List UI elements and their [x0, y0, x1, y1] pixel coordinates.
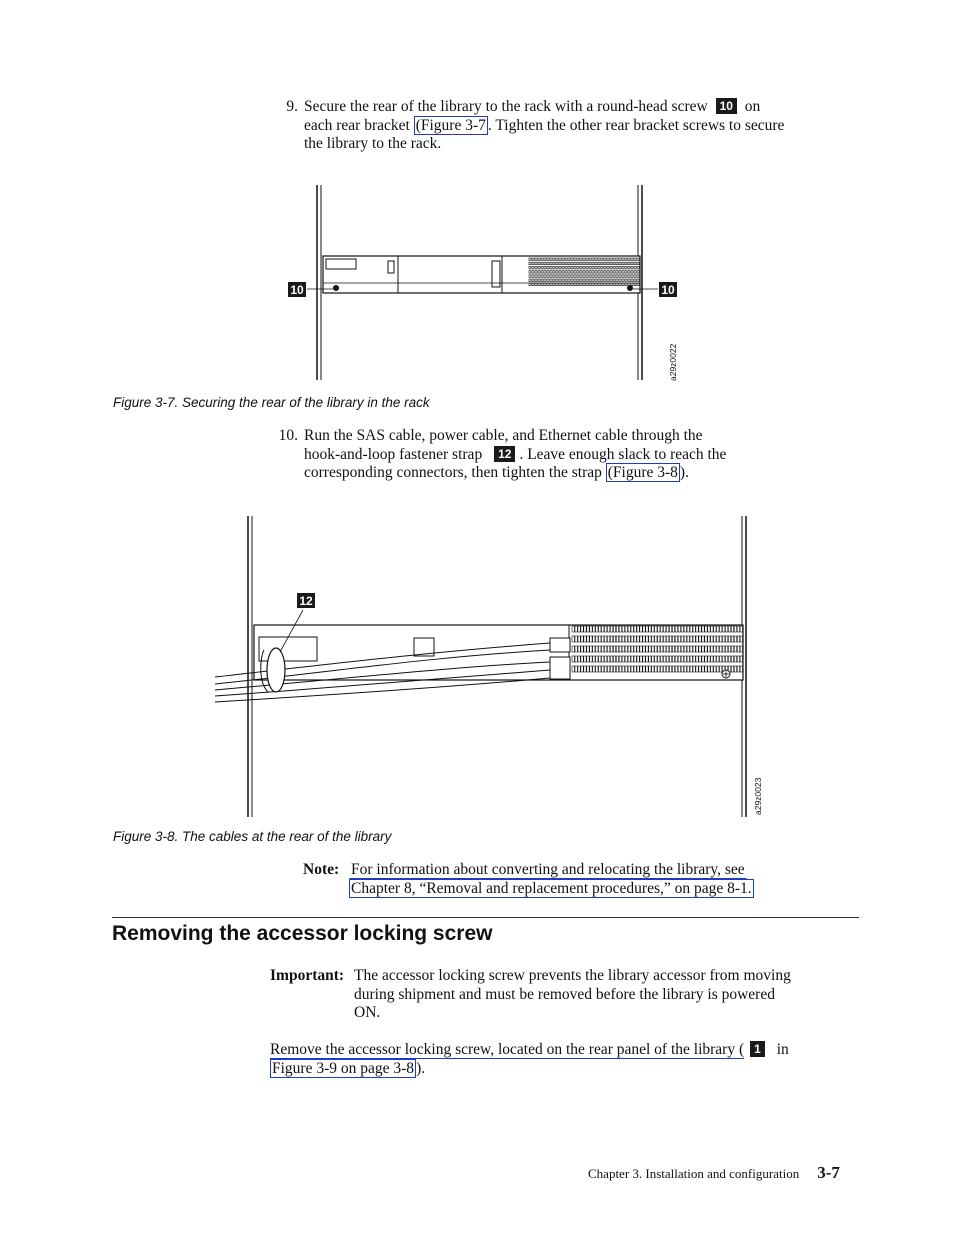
library-rear-panel	[323, 256, 640, 293]
footer-chapter: Chapter 3. Installation and configuration	[588, 1166, 800, 1181]
body-text: Remove the accessor locking screw, located on the rear panel of the library (	[270, 1041, 745, 1058]
screw-left	[333, 285, 339, 291]
figure-link[interactable]: (Figure 3-7	[415, 116, 486, 134]
step-line	[304, 446, 849, 465]
figure-3-7	[280, 185, 690, 385]
step-text: each rear bracket	[304, 116, 410, 134]
page-number: 3-7	[817, 1163, 840, 1182]
chapter-link[interactable]: For information about converting and relocating the library, see	[351, 861, 745, 878]
step-text: Secure the rear of the library to the rack with a round-head screw	[304, 98, 708, 115]
figure-caption: Figure 3-7. Securing the rear of the library in the rack	[113, 395, 430, 410]
important-label: Important:	[270, 967, 345, 984]
step-text: . Tighten the other rear bracket screws to secure	[487, 116, 785, 134]
step-text: ).	[679, 464, 689, 481]
callout-right: 10	[661, 283, 675, 297]
step-line	[304, 98, 849, 117]
important-line: ON.	[354, 1004, 381, 1021]
figure-link[interactable]: Figure 3-9 on page 3-8	[272, 1059, 415, 1077]
fastener-strap	[267, 648, 285, 692]
figure-id-code: a29z0022	[668, 343, 678, 381]
figure-caption: Figure 3-8. The cables at the rear of the library	[113, 829, 392, 844]
section-title: Removing the accessor locking screw	[112, 922, 493, 945]
callout-badge: 10	[716, 98, 737, 114]
step-text: hook-and-loop fastener strap	[304, 445, 483, 463]
step-number: 9.	[286, 98, 298, 115]
important-note	[270, 967, 860, 1021]
body-paragraph	[270, 1041, 860, 1078]
callout-badge: 1	[750, 1041, 765, 1057]
step-10	[272, 427, 862, 487]
step-text: . Leave enough slack to reach the	[519, 445, 727, 463]
step-text: on	[744, 98, 761, 115]
step-line: Run the SAS cable, power cable, and Ethernet cable through the	[304, 427, 703, 444]
figure-id-code: a29z0023	[753, 777, 763, 815]
important-line: during shipment and must be removed before the library is powered	[354, 985, 775, 1003]
step-number: 10.	[278, 427, 298, 444]
step-line	[304, 464, 849, 483]
step-9	[272, 98, 862, 158]
callout-strap: 12	[299, 594, 313, 608]
step-text: corresponding connectors, then tighten the strap	[304, 464, 602, 481]
callout-left: 10	[290, 283, 304, 297]
callout-badge: 12	[494, 446, 515, 462]
note-label: Note:	[303, 861, 340, 878]
footer	[588, 1163, 860, 1183]
body-text: in	[776, 1041, 789, 1058]
figure-3-8	[210, 512, 770, 822]
step-line	[304, 117, 849, 136]
section-divider	[112, 917, 859, 918]
body-text: ).	[416, 1059, 426, 1077]
chapter-link[interactable]: Chapter 8, “Removal and replacement procedures,” on page 8-1.	[351, 879, 752, 897]
screw-right	[627, 285, 633, 291]
figure-link[interactable]: (Figure 3-8	[607, 464, 678, 481]
step-line: the library to the rack.	[304, 135, 442, 152]
note	[303, 861, 823, 897]
important-line: The accessor locking screw prevents the library accessor from moving	[354, 967, 791, 984]
